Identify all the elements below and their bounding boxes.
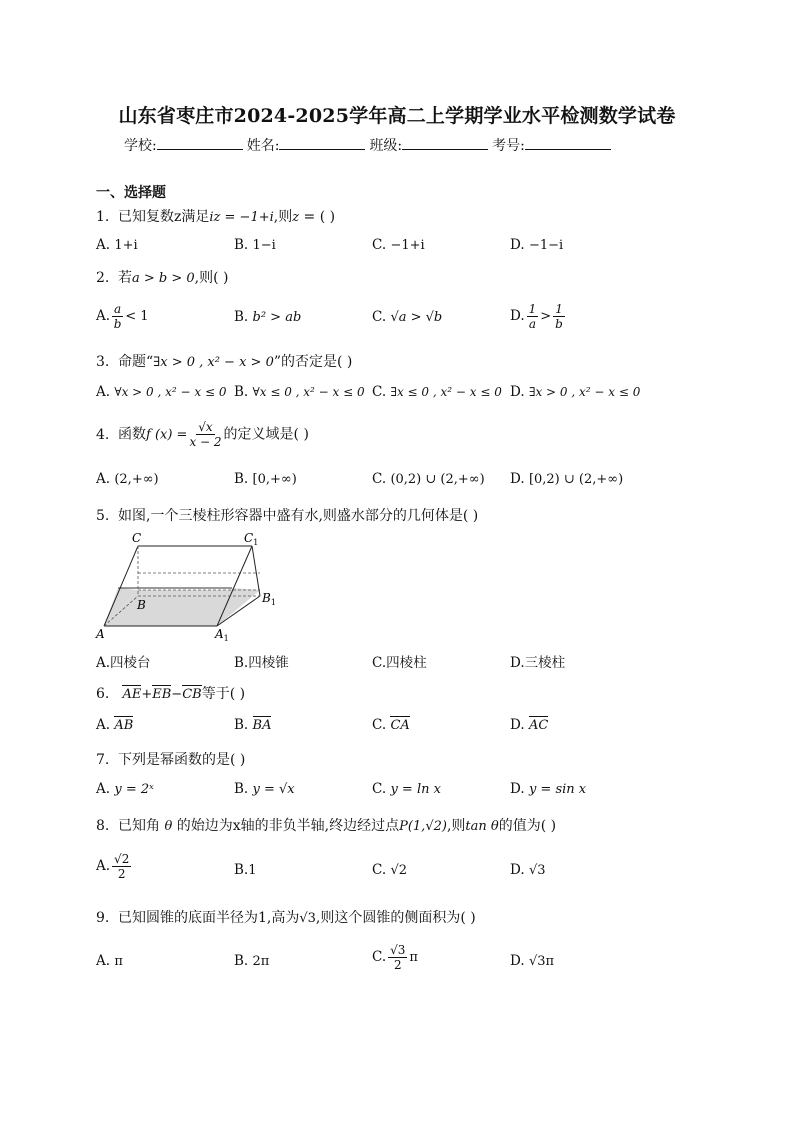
q1-option-b[interactable]: B. 1−i (234, 237, 276, 253)
exam-title: 山东省枣庄市2024-2025学年高二上学期学业水平检测数学试卷 (118, 105, 676, 127)
q7-option-c[interactable]: C. y = ln x (372, 781, 441, 797)
q4-option-a[interactable]: A. (2,+∞) (96, 471, 159, 487)
q5-option-a[interactable]: A.四棱台 (96, 655, 151, 671)
q9-option-a[interactable]: A. π (96, 953, 123, 969)
q6-option-b[interactable]: B. BA (234, 717, 272, 733)
label-c1: $C_1$ (244, 531, 259, 547)
label-b: B (137, 598, 146, 612)
q5-option-d[interactable]: D.三棱柱 (510, 655, 566, 671)
q3-option-b[interactable]: B. ∀x ≤ 0 , x² − x ≤ 0 (234, 384, 365, 400)
section-heading: 一、选择题 (96, 185, 166, 201)
label-a: A (96, 627, 105, 641)
q2-option-c[interactable]: C. √a > √b (372, 309, 443, 325)
q9-option-d[interactable]: D. √3π (510, 953, 555, 969)
school-blank[interactable] (157, 135, 243, 150)
q9-option-b[interactable]: B. 2π (234, 953, 270, 969)
question-3: 3. 命题“∃x > 0 , x² − x > 0”的否定是( ) (96, 354, 353, 370)
q5-option-b[interactable]: B.四棱锥 (234, 655, 289, 671)
q3-option-d[interactable]: D. ∃x > 0 , x² − x ≤ 0 (510, 384, 641, 400)
student-info-row (124, 135, 615, 155)
q7-option-a[interactable]: A. y = 2ˣ (96, 781, 154, 797)
exam-number-blank[interactable] (525, 135, 611, 150)
q7-option-d[interactable]: D. y = sin x (510, 781, 587, 797)
q3-option-a[interactable]: A. ∀x > 0 , x² − x ≤ 0 (96, 384, 227, 400)
exam-number-label: 考号: (492, 138, 525, 154)
q6-option-a[interactable]: A. AB (96, 717, 134, 733)
q8-option-c[interactable]: C. √2 (372, 862, 407, 878)
q4-option-b[interactable]: B. [0,+∞) (234, 471, 297, 487)
q1-option-c[interactable]: C. −1+i (372, 237, 425, 253)
q9-option-c[interactable]: C. $\frac{√3}{2}$ π (372, 943, 418, 972)
question-5: 5. 如图,一个三棱柱形容器中盛有水,则盛水部分的几何体是( ) (96, 508, 479, 524)
label-b1: $B_1$ (262, 591, 276, 607)
q4-option-d[interactable]: D. [0,2) ∪ (2,+∞) (510, 471, 624, 487)
q2-option-d[interactable]: D. $\frac{1}{a}$ > $\frac{1}{b}$ (510, 302, 563, 331)
label-a1: $A_1$ (215, 627, 229, 642)
prism-water-figure (92, 530, 282, 642)
class-label: 班级: (369, 138, 403, 154)
question-7: 7. 下列是幂函数的是( ) (96, 752, 246, 768)
question-8: 8. 已知角 θ 的始边为x轴的非负半轴,终边经过点P(1,√2),则tan θ的值为( ) (96, 818, 557, 834)
q2-option-b[interactable]: B. b² > ab (234, 309, 302, 325)
question-6: 6. AE+EB−CB等于( ) (96, 686, 246, 702)
school-label: 学校: (124, 138, 157, 154)
q1-option-d[interactable]: D. −1−i (510, 237, 564, 253)
name-label: 姓名: (246, 138, 280, 154)
class-blank[interactable] (402, 135, 488, 150)
q4-option-c[interactable]: C. (0,2) ∪ (2,+∞) (372, 471, 485, 487)
q8-option-a[interactable]: A. $\frac{√2}{2}$ (96, 852, 130, 881)
q7-option-b[interactable]: B. y = √x (234, 781, 295, 797)
question-9: 9. 已知圆锥的底面半径为1,高为√3,则这个圆锥的侧面积为( ) (96, 910, 476, 926)
q3-option-c[interactable]: C. ∃x ≤ 0 , x² − x ≤ 0 (372, 384, 502, 400)
question-1: 1. 已知复数z满足iz = −1+i,则z = ( ) (96, 209, 336, 225)
q6-option-c[interactable]: C. CA (372, 717, 410, 733)
name-blank[interactable] (279, 135, 365, 150)
q8-option-d[interactable]: D. √3 (510, 862, 546, 878)
label-c: C (132, 531, 142, 545)
question-4: 4. 函数f (x) = $\frac{√x}{x - 2}$ 的定义域是( ) (96, 420, 309, 449)
question-2: 2. 若a > b > 0,则( ) (96, 270, 229, 286)
q2-option-a[interactable]: A. $\frac{a}{b}$ < 1 (96, 302, 149, 331)
q1-option-a[interactable]: A. 1+i (96, 237, 138, 253)
q8-option-b[interactable]: B.1 (234, 862, 257, 878)
q5-option-c[interactable]: C.四棱柱 (372, 655, 427, 671)
q6-option-d[interactable]: D. AC (510, 717, 549, 733)
